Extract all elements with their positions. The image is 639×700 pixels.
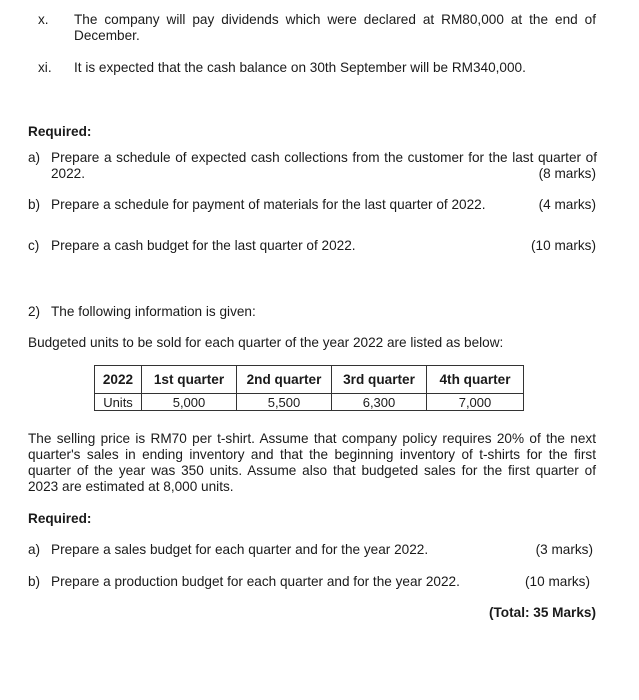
units-table-cell-q2: 5,500 — [237, 394, 332, 411]
item-x-label: x. — [38, 12, 49, 27]
q2-para-line-1: The selling price is RM70 per t-shirt. Assume that company policy requires 20% of the next — [28, 431, 596, 446]
units-table-header-q1: 1st quarter — [142, 366, 237, 394]
req1-b-marks: (4 marks) — [538, 197, 596, 212]
req1-b-label: b) — [28, 197, 41, 212]
units-table-cell-q4: 7,000 — [427, 394, 524, 411]
q2-paragraph — [28, 431, 596, 495]
q2-table-intro: Budgeted units to be sold for each quarter of the year 2022 are listed as below: — [28, 335, 504, 350]
units-table-header-q2: 2nd quarter — [237, 366, 332, 394]
q2-para-line-3: quarter of the year was 350 units. Assume also that budgeted sales for the first quarter of — [28, 463, 596, 478]
required-heading-1: Required: — [28, 124, 92, 139]
req1-a-line2: 2022. — [51, 166, 86, 181]
units-table-cell-q1: 5,000 — [142, 394, 237, 411]
units-table-row-label: Units — [95, 394, 142, 411]
req2-b-label: b) — [28, 574, 41, 589]
q2-para-line-2: quarter's sales in ending inventory and that the beginning inventory of t-shirts for the first — [28, 447, 596, 462]
req2-b-marks: (10 marks) — [525, 574, 590, 589]
units-table-header-row — [95, 366, 524, 394]
req1-c-label: c) — [28, 238, 40, 253]
req2-a-label: a) — [28, 542, 41, 557]
req1-a-label: a) — [28, 150, 41, 165]
req1-a-line1: Prepare a schedule of expected cash collections from the customer for the last quarter of — [51, 150, 597, 165]
units-table — [94, 365, 524, 411]
item-x-line2: December. — [74, 28, 140, 43]
q2-para-line-4: 2023 are estimated at 8,000 units. — [28, 479, 234, 494]
total-marks: (Total: 35 Marks) — [488, 605, 596, 620]
req1-a-marks: (8 marks) — [538, 166, 596, 181]
req1-b-text: Prepare a schedule for payment of materials for the last quarter of 2022. — [51, 197, 486, 212]
req1-c-text: Prepare a cash budget for the last quarter of 2022. — [51, 238, 356, 253]
item-x-line1: The company will pay dividends which were declared at RM80,000 at the end of — [74, 12, 596, 27]
req2-a-marks: (3 marks) — [535, 542, 593, 557]
q2-number: 2) — [28, 304, 41, 319]
req1-c-marks: (10 marks) — [531, 238, 596, 253]
req2-b-text: Prepare a production budget for each quarter and for the year 2022. — [51, 574, 460, 589]
item-xi-text: It is expected that the cash balance on 30th September will be RM340,000. — [74, 60, 526, 75]
units-table-row — [95, 394, 524, 411]
units-table-cell-q3: 6,300 — [332, 394, 427, 411]
required-heading-2: Required: — [28, 511, 92, 526]
req2-a-text: Prepare a sales budget for each quarter and for the year 2022. — [51, 542, 429, 557]
q2-intro: The following information is given: — [51, 304, 256, 319]
units-table-header-q4: 4th quarter — [427, 366, 524, 394]
item-xi-label: xi. — [38, 60, 52, 75]
units-table-header-year: 2022 — [95, 366, 142, 394]
units-table-header-q3: 3rd quarter — [332, 366, 427, 394]
